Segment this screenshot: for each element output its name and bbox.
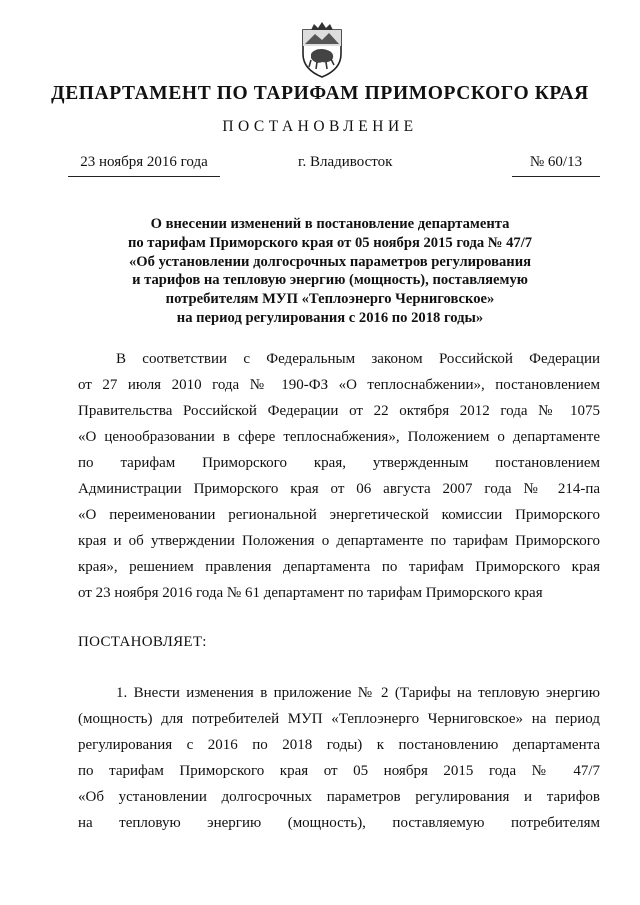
preamble-line: «О ценообразовании в сфере теплоснабжения», Положением о департаменте: [78, 429, 600, 445]
document-date: 23 ноября 2016 года: [80, 154, 208, 170]
department-title: ДЕПАРТАМЕНТ ПО ТАРИФАМ ПРИМОРСКОГО КРАЯ: [51, 83, 589, 104]
clause-line: на тепловую энергию (мощность), поставляемую потребителям: [78, 815, 600, 831]
subject-line: «Об установлении долгосрочных параметров регулирования: [128, 253, 531, 270]
preamble-line: края», решением правления департамента по тарифам Приморского края: [78, 559, 600, 575]
coat-of-arms-icon: [297, 20, 347, 78]
number-underline: [512, 176, 600, 177]
preamble-line: по тарифам Приморского края, утвержденным постановлением: [78, 455, 600, 471]
clause-line: по тарифам Приморского края от 05 ноября 2015 года № 47/7: [78, 763, 600, 779]
date-underline: [68, 176, 220, 177]
preamble-paragraph: [78, 346, 600, 606]
document-subject: [60, 215, 600, 328]
preamble-line: Правительства Российской Федерации от 22 октября 2012 года № 1075: [78, 403, 600, 419]
preamble-line: В соответствии с Федеральным законом Российской Федерации: [116, 351, 600, 367]
decree-heading: ПОСТАНОВЛЯЕТ:: [78, 634, 207, 650]
clause-line: (мощность) для потребителей МУП «Теплоэнерго Черниговское» на период: [78, 711, 600, 727]
preamble-line: Администрации Приморского края от 06 августа 2007 года № 214-па: [78, 481, 600, 497]
clause-1-paragraph: [78, 680, 600, 836]
subject-line: на период регулирования с 2016 по 2018 годы»: [176, 309, 484, 326]
subject-line: потребителям МУП «Теплоэнерго Черниговское»: [165, 291, 495, 308]
document-number: № 60/13: [529, 154, 583, 170]
preamble-line: от 27 июля 2010 года № 190-ФЗ «О теплоснабжении», постановлением: [78, 377, 600, 393]
subject-line: по тарифам Приморского края от 05 ноября 2015 года № 47/7: [127, 234, 533, 251]
preamble-line: края и об утверждении Положения о департаменте по тарифам Приморского: [78, 533, 600, 549]
document-type: ПОСТАНОВЛЕНИЕ: [222, 118, 418, 135]
subject-line: О внесении изменений в постановление департамента: [150, 216, 510, 232]
preamble-line: от 23 ноября 2016 года № 61 департамент по тарифам Приморского края: [78, 585, 543, 601]
document-city: г. Владивосток: [298, 154, 393, 170]
clause-line: регулирования с 2016 по 2018 годы) к постановлению департамента: [78, 737, 600, 753]
subject-line: и тарифов на тепловую энергию (мощность), поставляемую: [132, 272, 528, 289]
preamble-line: «О переименовании региональной энергетической комиссии Приморского: [78, 507, 600, 523]
clause-line: «Об установлении долгосрочных параметров регулирования и тарифов: [78, 789, 600, 805]
clause-line: 1. Внести изменения в приложение № 2 (Тарифы на тепловую энергию: [116, 685, 600, 701]
